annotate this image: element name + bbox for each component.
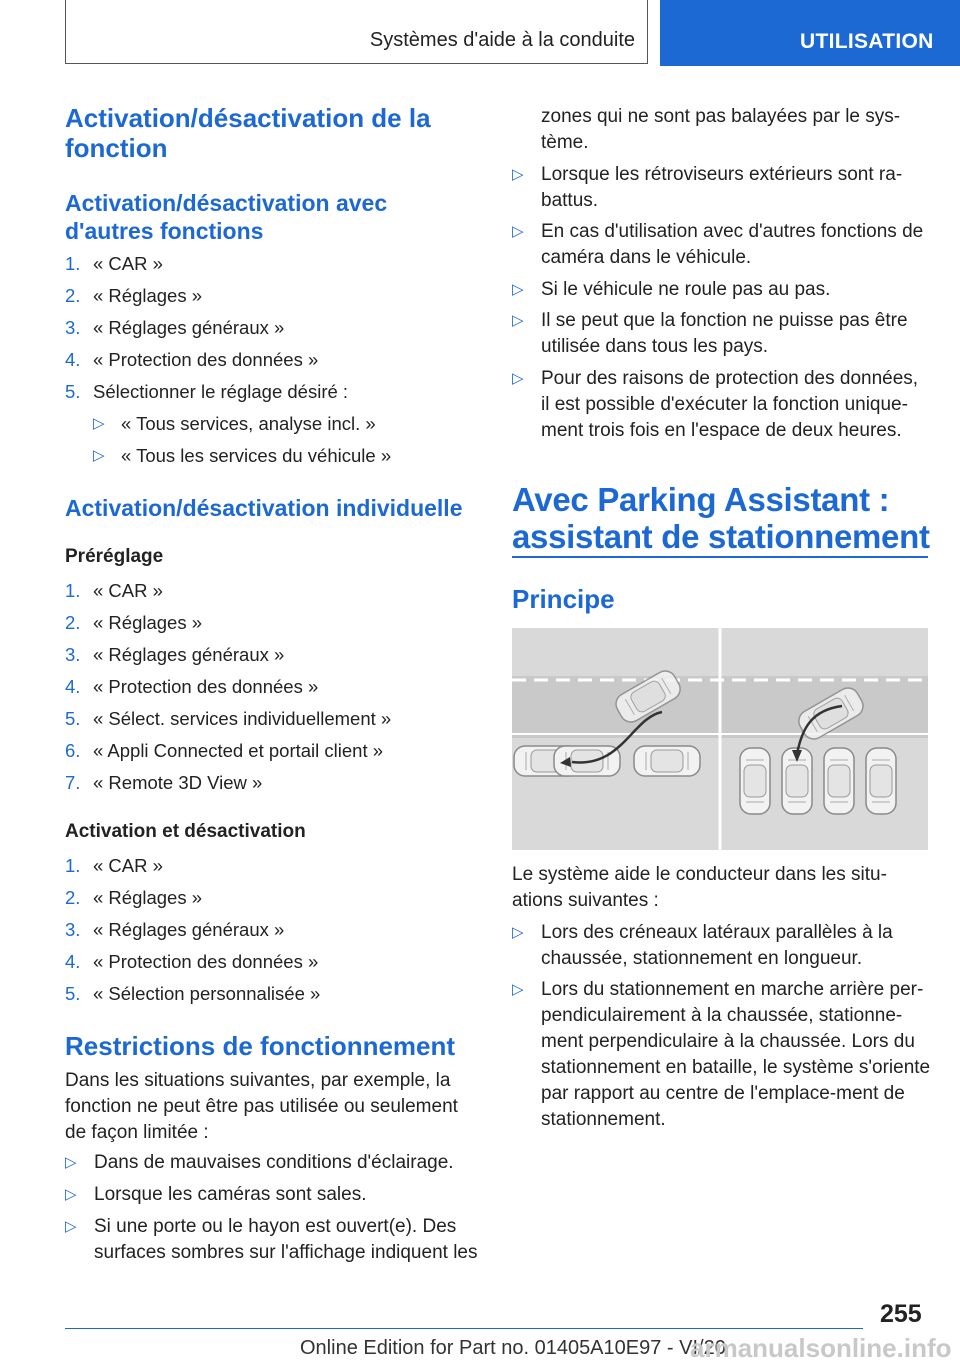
heading-activation-deactivation: Activation et désactivation [65, 821, 306, 842]
watermark: armanualsonline.info [690, 1333, 952, 1363]
triangle-bullet-icon: ▷ [65, 1218, 77, 1235]
footer-rule [65, 1328, 863, 1329]
triangle-bullet-icon: ▷ [512, 924, 524, 941]
page-number: 255 [880, 1300, 922, 1328]
triangle-bullet-icon: ▷ [65, 1186, 77, 1203]
footer-edition: Online Edition for Part no. 01405A10E97 - VI/20 [300, 1337, 726, 1359]
heading-activation: Activation/désactivation de la fonction [65, 103, 431, 163]
header-tab-label: UTILISATION [800, 30, 934, 53]
parking-illustration [512, 628, 928, 850]
header-section-box [65, 0, 648, 64]
header-section-title: Systèmes d'aide à la conduite [369, 29, 635, 51]
heading-principle: Principe [512, 584, 615, 614]
heading-rule [512, 556, 928, 558]
triangle-bullet-icon: ▷ [512, 370, 524, 387]
triangle-bullet-icon: ▷ [512, 281, 524, 298]
header-tab[interactable] [660, 0, 960, 66]
triangle-bullet-icon: ▷ [65, 1154, 77, 1171]
triangle-bullet-icon: ▷ [93, 415, 105, 432]
continuation-text: zones qui ne sont pas balayées par le sys-tème. [541, 106, 901, 153]
principle-intro: Le système aide le conducteur dans les situ-ations suivantes : [512, 864, 887, 911]
heading-activation-other: Activation/désactivation avec d'autres fonctions [65, 190, 388, 244]
heading-restrictions: Restrictions de fonctionnement [65, 1031, 456, 1061]
restrictions-intro: Dans les situations suivantes, par exemple, la fonction ne peut être pas utilisée ou seulement de façon limitée : [65, 1070, 458, 1143]
triangle-bullet-icon: ▷ [512, 981, 524, 998]
triangle-bullet-icon: ▷ [512, 223, 524, 240]
triangle-bullet-icon: ▷ [93, 447, 105, 464]
heading-preset: Préréglage [65, 546, 164, 567]
heading-parking-assistant: Avec Parking Assistant : assistant de stationnement [512, 481, 930, 555]
triangle-bullet-icon: ▷ [512, 166, 524, 183]
triangle-bullet-icon: ▷ [512, 312, 524, 329]
heading-individual: Activation/désactivation individuelle [65, 495, 463, 521]
